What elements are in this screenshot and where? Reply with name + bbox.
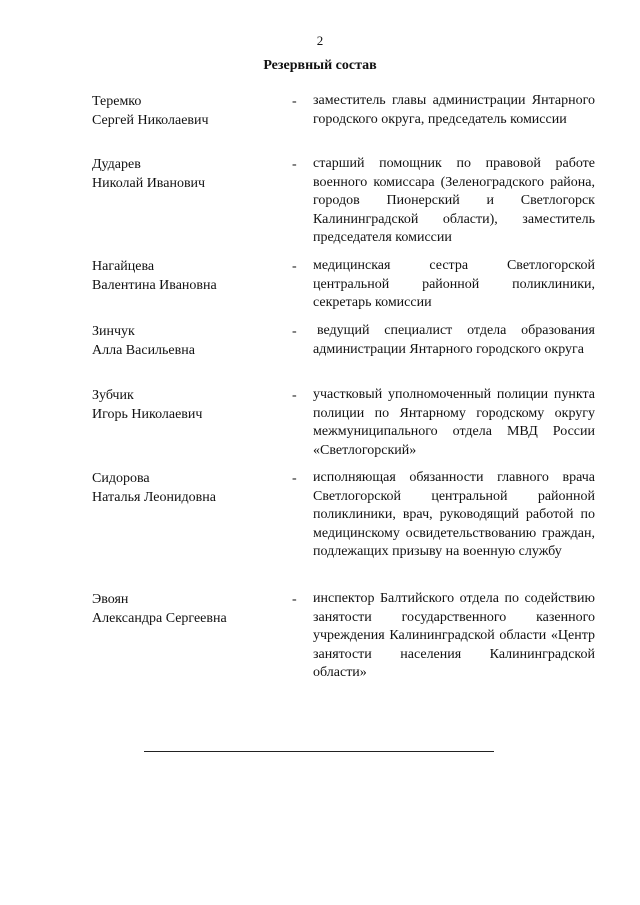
dash-separator: - — [292, 471, 297, 486]
member-role: исполняющая обязанности главного врача Светлогорской центральной районной поликлиники, врач, руководящий работой по медицинскому освидетельствованию граждан, подлежащих призыву на военную службу — [313, 470, 595, 560]
member-surname: Сидорова — [92, 471, 150, 486]
member-given-names: Валентина Ивановна — [92, 278, 217, 293]
member-surname: Дударев — [92, 157, 141, 172]
member-role: инспектор Балтийского отдела по содействию занятости государственного казенного учреждения Калининградской области «Центр занятости населения Калининградской области» — [313, 591, 595, 681]
member-name — [92, 92, 282, 130]
member-surname: Теремко — [92, 94, 142, 109]
end-of-list-rule — [144, 751, 494, 752]
member-given-names: Игорь Николаевич — [92, 407, 203, 422]
member-surname: Зинчук — [92, 324, 135, 339]
member-surname: Нагайцева — [92, 259, 155, 274]
page-number: 2 — [316, 33, 324, 48]
member-given-names: Наталья Леонидовна — [92, 490, 216, 505]
member-surname: Зубчик — [92, 388, 134, 403]
dash-separator: - — [292, 94, 297, 109]
member-given-names: Алла Васильевна — [92, 343, 195, 358]
member-given-names: Сергей Николаевич — [92, 113, 209, 128]
member-name — [92, 469, 282, 507]
member-name — [92, 155, 282, 193]
member-role: медицинская сестра Светлогорской центральной районной поликлиники, секретарь комиссии — [313, 258, 595, 311]
page-title: Резервный состав — [263, 58, 377, 73]
dash-separator: - — [292, 592, 297, 607]
member-role: старший помощник по правовой работе военного комиссара (Зеленоградского района, городов Пионерский и Светлогорск Калининградской области), заместитель председателя комиссии — [313, 156, 595, 246]
member-name — [92, 322, 282, 360]
member-name — [92, 257, 282, 295]
dash-separator: - — [292, 259, 297, 274]
dash-separator: - — [292, 157, 297, 172]
member-role: заместитель главы администрации Янтарного городского округа, председатель комиссии — [313, 93, 595, 127]
dash-separator: - — [292, 388, 297, 403]
member-role: ведущий специалист отдела образования администрации Янтарного городского округа — [313, 323, 595, 357]
member-name — [92, 386, 282, 424]
dash-separator: - — [292, 324, 297, 339]
member-name — [92, 590, 282, 628]
member-given-names: Александра Сергеевна — [92, 611, 227, 626]
member-surname: Эвоян — [92, 592, 129, 607]
member-given-names: Николай Иванович — [92, 176, 206, 191]
member-role: участковый уполномоченный полиции пункта полиции по Янтарному городскому округу межмуниципального отдела МВД России «Светлогорский» — [313, 387, 595, 458]
